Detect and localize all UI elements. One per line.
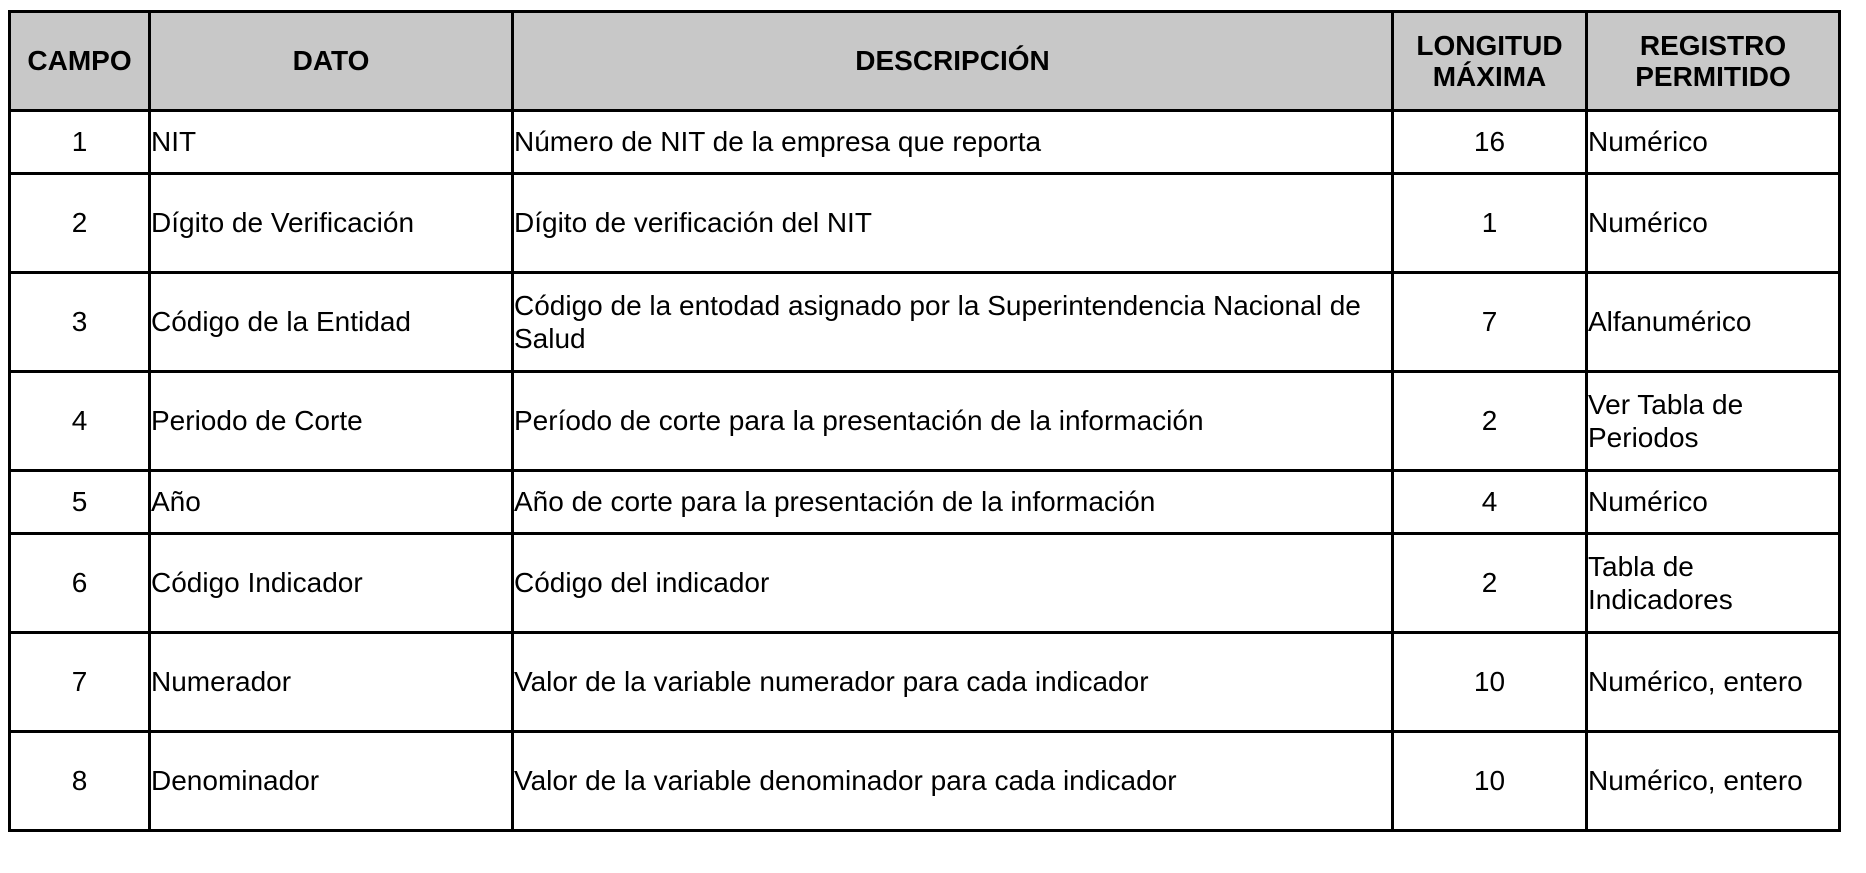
table-row (10, 633, 1840, 732)
cell-descripcion: Año de corte para la presentación de la información (513, 471, 1393, 534)
cell-descripcion: Código del indicador (513, 534, 1393, 633)
table-body (10, 111, 1840, 831)
cell-registro: Numérico, entero (1587, 732, 1840, 831)
column-header-registro-line1: REGISTRO (1639, 29, 1787, 61)
cell-descripcion: Valor de la variable numerador para cada indicador (513, 633, 1393, 732)
cell-longitud: 7 (1393, 273, 1587, 372)
column-header-registro-permitido (1587, 12, 1840, 111)
cell-descripcion: Valor de la variable denominador para cada indicador (513, 732, 1393, 831)
cell-dato: Código Indicador (150, 534, 513, 633)
cell-registro: Alfanumérico (1587, 273, 1840, 372)
table-row (10, 732, 1840, 831)
cell-dato: Código de la Entidad (150, 273, 513, 372)
cell-longitud: 16 (1393, 111, 1587, 174)
cell-registro: Tabla de Indicadores (1587, 534, 1840, 633)
cell-registro: Ver Tabla de Periodos (1587, 372, 1840, 471)
cell-longitud: 2 (1393, 372, 1587, 471)
cell-longitud: 10 (1393, 633, 1587, 732)
cell-longitud: 4 (1393, 471, 1587, 534)
column-header-campo: CAMPO (10, 12, 150, 111)
column-header-dato: DATO (150, 12, 513, 111)
cell-dato: Numerador (150, 633, 513, 732)
cell-longitud: 10 (1393, 732, 1587, 831)
column-header-descripcion: DESCRIPCIÓN (513, 12, 1393, 111)
table-row (10, 174, 1840, 273)
cell-descripcion: Número de NIT de la empresa que reporta (513, 111, 1393, 174)
cell-descripcion: Dígito de verificación del NIT (513, 174, 1393, 273)
cell-longitud: 1 (1393, 174, 1587, 273)
cell-campo: 4 (10, 372, 150, 471)
cell-campo: 5 (10, 471, 150, 534)
table-row (10, 111, 1840, 174)
table-row (10, 273, 1840, 372)
cell-dato: Periodo de Corte (150, 372, 513, 471)
column-header-longitud-line1: LONGITUD (1416, 29, 1563, 61)
cell-campo: 6 (10, 534, 150, 633)
cell-registro: Numérico (1587, 174, 1840, 273)
column-header-longitud-maxima (1393, 12, 1587, 111)
table-row (10, 534, 1840, 633)
cell-descripcion: Código de la entodad asignado por la Superintendencia Nacional de Salud (513, 273, 1393, 372)
table-header (10, 12, 1840, 111)
field-specification-table (8, 10, 1841, 832)
cell-dato: Denominador (150, 732, 513, 831)
cell-descripcion: Período de corte para la presentación de la información (513, 372, 1393, 471)
cell-dato: NIT (150, 111, 513, 174)
table-row (10, 471, 1840, 534)
column-header-registro-line2: PERMITIDO (1635, 61, 1791, 92)
cell-registro: Numérico (1587, 471, 1840, 534)
cell-campo: 7 (10, 633, 150, 732)
column-header-longitud-line2: MÁXIMA (1432, 61, 1547, 92)
cell-registro: Numérico (1587, 111, 1840, 174)
cell-campo: 1 (10, 111, 150, 174)
cell-campo: 8 (10, 732, 150, 831)
cell-longitud: 2 (1393, 534, 1587, 633)
cell-dato: Dígito de Verificación (150, 174, 513, 273)
table-row (10, 372, 1840, 471)
table-header-row (10, 12, 1840, 111)
cell-dato: Año (150, 471, 513, 534)
cell-campo: 2 (10, 174, 150, 273)
cell-campo: 3 (10, 273, 150, 372)
cell-registro: Numérico, entero (1587, 633, 1840, 732)
